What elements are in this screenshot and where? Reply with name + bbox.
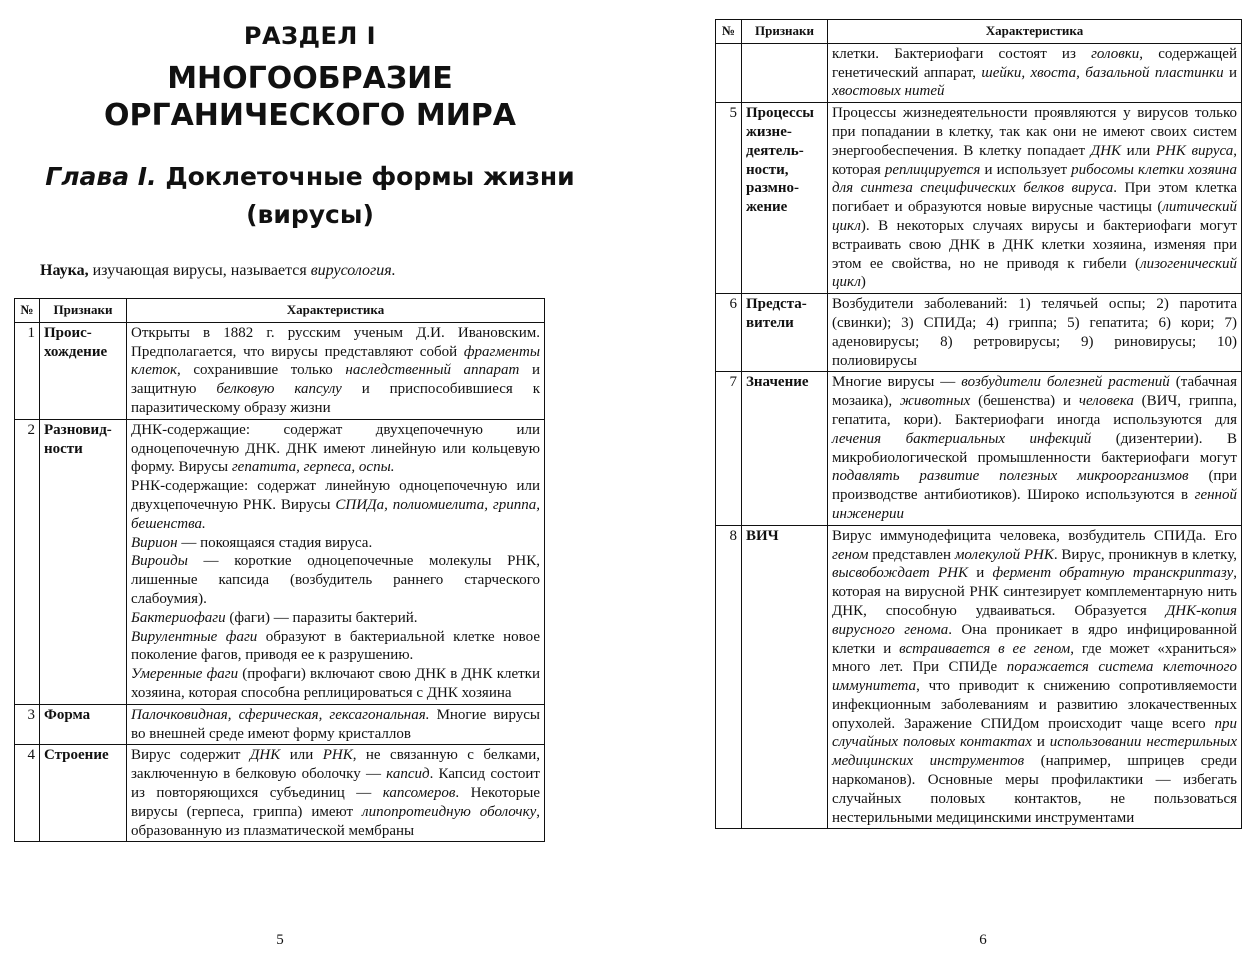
row-sign: ВИЧ (742, 525, 828, 829)
chapter-name: Доклеточные формы жизни (165, 162, 575, 191)
section-title (10, 60, 610, 134)
table-row (716, 103, 1242, 294)
chapter-title-line1 (10, 158, 610, 196)
row-number: 8 (716, 525, 742, 829)
intro-paragraph (40, 262, 600, 280)
row-number: 3 (15, 704, 40, 745)
table-row (15, 704, 545, 745)
chapter-title (10, 158, 610, 234)
row-sign: Строение (40, 745, 127, 842)
row-characteristic: Возбудители заболеваний: 1) телячьей оспы; 2) паротита (свинки); 3) СПИДа; 4) гриппа; 5) гепатита; 6) кори; 7) аденовирусы; 8) ретровирусы; 9) риновирусы; 10) полиовирусы (828, 294, 1242, 372)
section-title-line1: МНОГООБРАЗИЕ (167, 61, 453, 96)
table-row (716, 372, 1242, 525)
row-characteristic: Вирус содержит ДНК или РНК, не связанную с белками, заключенную в белковую оболочку — капсид. Капсид состоит из повторяющихся субъединиц — капсомеров. Некоторые вирусы (герпеса, гриппа) имеют липопротеидную оболочку, образованную из плазматической мембраны (127, 745, 545, 842)
table-row-continued (716, 43, 1242, 102)
page-number: 6 (979, 932, 987, 948)
header-characteristic: Характеристика (127, 299, 545, 323)
row-sign: Проис- хождение (40, 322, 127, 419)
viruses-table-right (715, 19, 1242, 829)
intro-italic: вирусология. (310, 262, 396, 279)
row-number: 5 (716, 103, 742, 294)
page-number: 5 (276, 932, 284, 948)
header-num: № (716, 20, 742, 44)
row-sign: Предста- вители (742, 294, 828, 372)
row-characteristic: клетки. Бактериофаги состоят из головки, содержащей генетический аппарат, шейки, хвоста, базальной пластинки и хвостовых нитей (828, 43, 1242, 102)
header-num: № (15, 299, 40, 323)
table-header-row (716, 20, 1242, 44)
row-number: 7 (716, 372, 742, 525)
table-row (15, 419, 545, 704)
intro-bold: Наука, (40, 262, 89, 279)
row-characteristic: Процессы жизнедеятельности проявляются у вирусов только при попадании в клетку, так как они не имеют своих систем энергообеспечения. В клетку попадает ДНК или РНК вируса, которая реплицируется и использует рибосомы клетки хозяина для синтеза специфических белков вируса. При этом клетка погибает и образуются новые вирусные частицы (литический цикл). В некоторых случаях вирусы и бактериофаги могут встраивать свою ДНК в ДНК клетки хозяина, изменяя при этом ее свойства, но не приводя к гибели (лизогенический цикл) (828, 103, 1242, 294)
paragraph: Вироиды — короткие одноцепочечные молекулы РНК, лишенные капсида (возбудитель раннего старческого слабоумия). (131, 553, 540, 607)
header-sign: Признаки (40, 299, 127, 323)
row-sign (742, 43, 828, 102)
paragraph: РНК-содержащие: содержат линейную одноцепочечную или двухцепочечную РНК. Вирусы СПИДа, полиомиелита, гриппа, бешенства. (131, 478, 540, 532)
header-characteristic: Характеристика (828, 20, 1242, 44)
right-page (630, 0, 1260, 964)
row-characteristic: Открыты в 1882 г. русским ученым Д.И. Ивановским. Предполагается, что вирусы представляют собой фрагменты клеток, сохранившие только наследственный аппарат и защитную белковую капсулу и приспособившиеся к паразитическому образу жизни (127, 322, 545, 419)
table-row (716, 525, 1242, 829)
paragraph: Вирион — покоящаяся стадия вируса. (131, 534, 373, 551)
row-number (716, 43, 742, 102)
viruses-table-left (14, 298, 545, 842)
row-characteristic: Вирус иммунодефицита человека, возбудитель СПИДа. Его геном представлен молекулой РНК. Вирус, проникнув в клетку, высвобождает РНК и фермент обратную транскриптазу, которая на вирусной РНК синтезирует комплементарную нить ДНК, способную удваиваться. Образуется ДНК-копия вирусного генома. Она проникает в ядро инфицированной клетки и встраивается в ее геном, где может «храниться» много лет. При СПИДе поражается система клеточного иммунитета, что приводит к снижению сопротивляемости инфекционным заболеваниям и развитию злокачественных опухолей. Заражение СПИДом происходит чаще всего при случайных половых контактах и использовании нестерильных медицинских инструментов (например, шприцев среди наркоманов). Основные меры профилактики — избегать случайных половых контактов, не пользоваться нестерильными медицинскими инструментами (828, 525, 1242, 829)
row-sign: Форма (40, 704, 127, 745)
section-label: РАЗДЕЛ I (243, 22, 377, 50)
table-header-row (15, 299, 545, 323)
row-sign: Процессы жизне- деятель- ности, размно- жение (742, 103, 828, 294)
chapter-title-line2: (вирусы) (246, 200, 374, 229)
paragraph: Умеренные фаги (профаги) включают свою ДНК в ДНК клетки хозяина, которая способна реплицироваться с ДНК хозяина (131, 666, 540, 701)
row-sign: Значение (742, 372, 828, 525)
row-characteristic: Палочковидная, сферическая, гексагональная. Многие вирусы во внешней среде имеют форму кристаллов (127, 704, 545, 745)
row-number: 1 (15, 322, 40, 419)
row-characteristic: Многие вирусы — возбудители болезней растений (табачная мозаика), животных (бешенства) и человека (ВИЧ, гриппа, гепатита, кори). Бактериофаги иногда используются для лечения бактериальных инфекций (дизентерии). В микробиологической промышленности бактериофаги могут подавлять развитие полезных микроорганизмов (при производстве антибиотиков). Широко используются в генной инженерии (828, 372, 1242, 525)
chapter-label: Глава I. (45, 162, 157, 191)
row-sign: Разновид- ности (40, 419, 127, 704)
intro-text: изучающая вирусы, называется (92, 262, 307, 279)
paragraph: Вирулентные фаги образуют в бактериальной клетке новое поколение фагов, приводя ее к разрушению. (131, 628, 540, 664)
header-sign: Признаки (742, 20, 828, 44)
row-characteristic (127, 419, 545, 704)
table-row (15, 322, 545, 419)
table-row (15, 745, 545, 842)
section-title-line2: ОРГАНИЧЕСКОГО МИРА (103, 98, 517, 133)
row-number: 6 (716, 294, 742, 372)
paragraph: ДНК-содержащие: содержат двухцепочечную или одноцепочечную ДНК. ДНК имеют линейную или кольцевую форму. Вирусы гепатита, герпеса, оспы. (131, 421, 540, 476)
row-number: 4 (15, 745, 40, 842)
table-row (716, 294, 1242, 372)
row-number: 2 (15, 419, 40, 704)
paragraph: Бактериофаги (фаги) — паразиты бактерий. (131, 609, 418, 626)
